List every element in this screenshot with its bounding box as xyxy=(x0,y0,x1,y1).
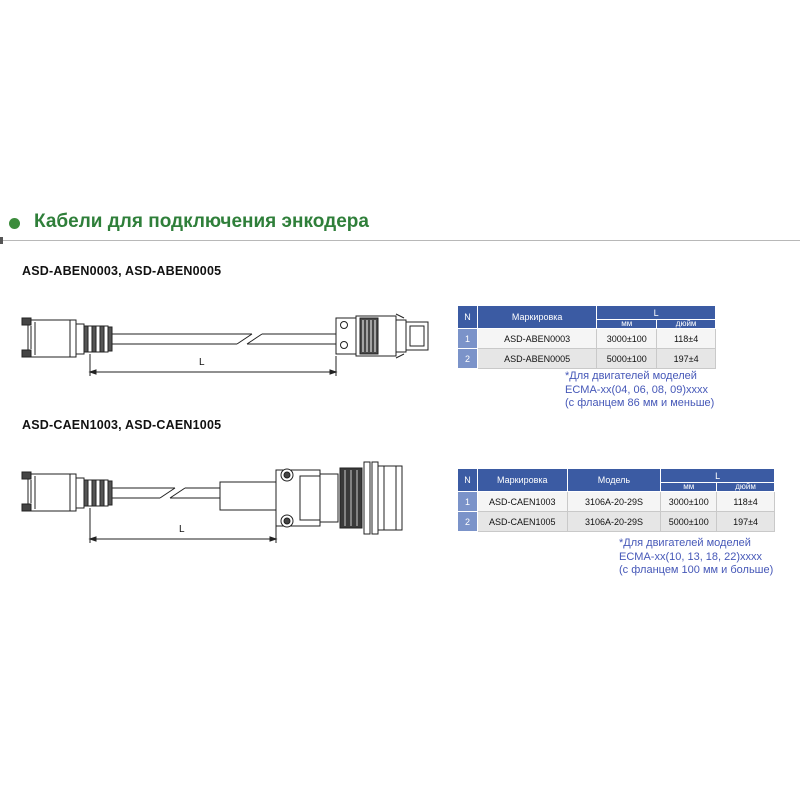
table-cell-mm: 3000±100 xyxy=(661,492,717,512)
table-header-model: Модель xyxy=(567,469,661,492)
cable2-dimension-label: L xyxy=(179,524,185,535)
table-header-length: L xyxy=(661,469,775,483)
cable2-mil-connector xyxy=(220,462,402,534)
table-cell-n: 1 xyxy=(458,329,478,349)
table-row xyxy=(458,329,716,349)
table-cell-inch: 118±4 xyxy=(657,329,716,349)
cable1-note xyxy=(565,370,714,411)
note-line: ECMA-xx(04, 06, 08, 09)xxxx xyxy=(565,383,709,396)
cable1-drawing xyxy=(22,314,428,376)
table-cell-inch: 197±4 xyxy=(717,512,775,532)
cable2-note xyxy=(619,537,773,578)
table-cell-model: 3106A-20-29S xyxy=(567,512,661,532)
cable1-spec-table xyxy=(457,305,716,369)
table-cell-marking: ASD-ABEN0005 xyxy=(477,349,596,369)
table-cell-marking: ASD-CAEN1003 xyxy=(477,492,567,512)
cable1-left-connector xyxy=(22,318,76,357)
cable2-drawing xyxy=(22,462,402,543)
table-header-mm: мм xyxy=(597,320,657,329)
cable1-dimension xyxy=(90,354,336,376)
table-cell-n: 1 xyxy=(458,492,478,512)
table-cell-mm: 5000±100 xyxy=(661,512,717,532)
table-row xyxy=(458,349,716,369)
section-title: Кабели для подключения энкодера xyxy=(34,211,369,232)
cable1-strain-relief xyxy=(76,324,112,354)
cable1-wire xyxy=(112,334,336,344)
table-header-mm: мм xyxy=(661,483,717,492)
table-header-marking: Маркировка xyxy=(477,306,596,329)
table-cell-n: 2 xyxy=(458,512,478,532)
cable2-wire xyxy=(112,488,220,498)
cable2-title: ASD-CAEN1003, ASD-CAEN1005 xyxy=(22,418,222,432)
note-line: *Для двигателей моделей xyxy=(619,537,751,549)
table-header-n: N xyxy=(458,306,478,329)
note-line: *Для двигателей моделей xyxy=(565,370,697,382)
table-cell-inch: 197±4 xyxy=(657,349,716,369)
cable1-title: ASD-ABEN0003, ASD-ABEN0005 xyxy=(22,264,222,278)
cable2-spec-table xyxy=(457,468,775,532)
table-header-n: N xyxy=(458,469,478,492)
cable2-strain-relief xyxy=(76,478,112,508)
table-cell-n: 2 xyxy=(458,349,478,369)
cable1-right-connector xyxy=(336,314,428,358)
table-header-length: L xyxy=(597,306,716,320)
table-header-inch: дюйм xyxy=(717,483,775,492)
note-line: (с фланцем 100 мм и больше) xyxy=(619,564,774,576)
table-cell-marking: ASD-CAEN1005 xyxy=(477,512,567,532)
table-header-marking: Маркировка xyxy=(477,469,567,492)
cable1-dimension-label: L xyxy=(199,357,205,368)
note-line: (с фланцем 86 мм и меньше) xyxy=(565,397,715,409)
table-cell-model: 3106A-20-29S xyxy=(567,492,661,512)
table-cell-inch: 118±4 xyxy=(717,492,775,512)
table-row xyxy=(458,492,775,512)
note-line: ECMA-xx(10, 13, 18, 22)xxxx xyxy=(619,550,763,563)
table-row xyxy=(458,512,775,532)
cable2-left-connector xyxy=(22,472,76,511)
table-header-inch: дюйм xyxy=(657,320,716,329)
table-cell-mm: 5000±100 xyxy=(597,349,657,369)
table-cell-mm: 3000±100 xyxy=(597,329,657,349)
table-cell-marking: ASD-ABEN0003 xyxy=(477,329,596,349)
